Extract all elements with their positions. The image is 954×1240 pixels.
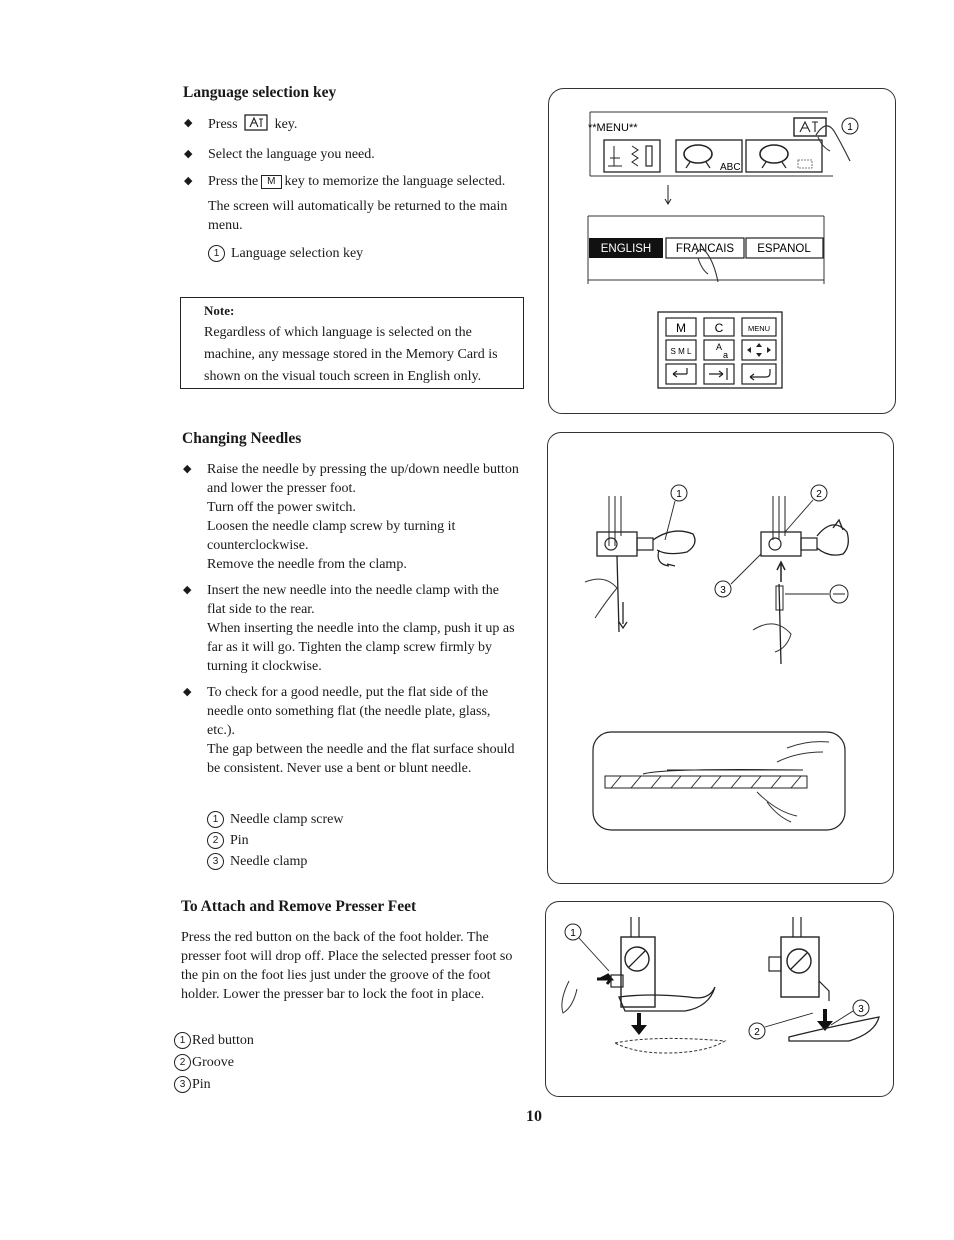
legend-item: 1 Red button [174,1030,254,1052]
list-item: ◆ Press key. [182,114,512,137]
language-section-heading: Language selection key [183,84,337,101]
callout-number: 3 [174,1076,191,1093]
diamond-bullet-icon: ◆ [184,175,193,187]
size-key: S M L [670,347,692,356]
language-steps [182,114,512,271]
lcd-menu-title: **MENU** [588,122,638,134]
presser-foot-illustration [545,901,894,1097]
list-item: ◆ Press the M key to memorize the language selected. [184,174,506,189]
case-key-lower: a [723,350,729,360]
case-key-upper: A [716,342,723,352]
language-screen-figure [548,88,896,414]
legend-item: 2 Pin [207,830,344,851]
language-key-icon [244,114,268,137]
needles-section-heading: Changing Needles [182,430,302,447]
language-option-english: ENGLISH [600,243,652,255]
legend-item: 3 Pin [174,1074,254,1096]
language-option-francais: FRANCAIS [675,243,735,255]
presser-instructions: Press the red button on the back of the foot holder. The presser foot will drop off. Place the selected presser foot so the pin on the foot lies just under the groove of the foot holder. Lower the presser bar to lock the foot in place. [181,930,513,1002]
callout-number: 3 [207,853,224,870]
diamond-bullet-icon: ◆ [184,117,193,129]
c-key: C [714,321,724,335]
callout-number: 1 [570,928,576,939]
callout-number: 2 [207,832,224,849]
callout-number: 1 [174,1032,191,1049]
note-box [180,297,524,389]
note-title: Note: [204,303,235,318]
language-key-icon [794,118,826,136]
callout-number: 3 [720,585,726,596]
needle-figure [547,432,894,884]
callout-number: 3 [858,1004,864,1015]
legend-item: 2 Groove [174,1052,254,1074]
m-key-icon: M [261,175,281,189]
list-item: ◆ Raise the needle by pressing the up/down needle button and lower the presser foot. Turn off the power switch. Loosen the needle clamp screw by turning it counterclockwise. Remove the needle from the clamp. [183,462,519,572]
svg-text:ABC: ABC [720,162,741,173]
m-key: M [676,321,686,335]
menu-key: MENU [747,324,771,333]
diamond-bullet-icon: ◆ [183,463,192,475]
page-number: 10 [526,1108,542,1125]
presser-section-heading: To Attach and Remove Presser Feet [181,898,417,915]
list-item: The screen will automatically be returned to the main menu. [208,199,508,233]
callout-number: 1 [208,245,225,262]
callout-number: 1 [207,811,224,828]
diamond-bullet-icon: ◆ [184,148,193,160]
note-text: Regardless of which language is selected on the machine, any message stored in the Memory Card is shown on the visual touch screen in English only. [204,325,498,384]
presser-legend [174,1030,254,1096]
callout-number: 1 [847,122,853,133]
needle-legend [207,809,344,872]
language-legend: 1 Language selection key [182,244,512,263]
legend-item: 3 Needle clamp [207,851,344,872]
presser-foot-figure [545,901,894,1097]
legend-item: 1 Needle clamp screw [207,809,344,830]
needle-steps [181,460,521,786]
callout-number: 1 [676,489,682,500]
list-item: ◆ Select the language you need. [184,147,375,162]
callout-number: 2 [816,489,822,500]
language-option-espanol: ESPANOL [757,243,811,255]
callout-number: 2 [174,1054,191,1071]
needle-illustration [547,432,894,884]
diamond-bullet-icon: ◆ [183,584,192,596]
callout-number: 2 [754,1027,760,1038]
lcd-illustration [548,88,896,414]
diamond-bullet-icon: ◆ [183,686,192,698]
list-item: ◆ Insert the new needle into the needle clamp with the flat side to the rear. When inserting the needle into the clamp, push it up as far as it will go. Tighten the clamp screw firmly by turning it clockwise. [183,583,515,674]
list-item: ◆ To check for a good needle, put the flat side of the needle onto something flat (the needle plate, glass, etc.). The gap between the needle and the flat surface should be consistent. Never use a bent or blunt needle. [183,685,515,776]
